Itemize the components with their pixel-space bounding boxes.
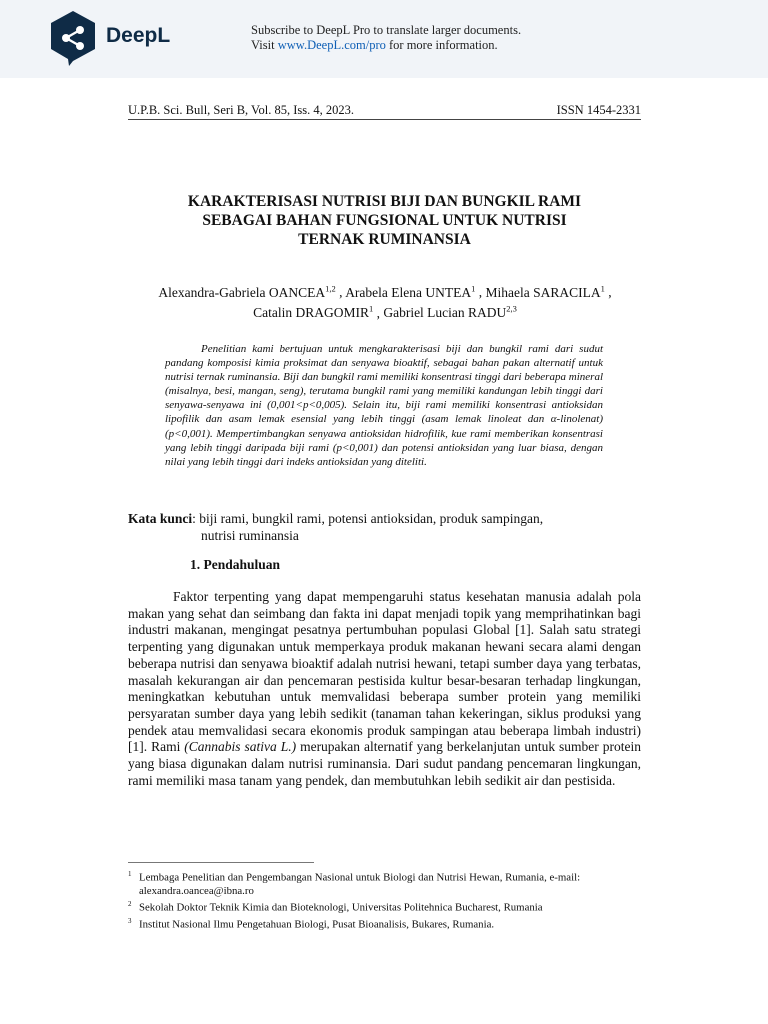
keywords-line-1 — [128, 510, 641, 527]
title-line-3: TERNAK RUMINANSIA — [298, 231, 471, 248]
footnote-text: Lembaga Penelitian dan Pengembangan Nasional untuk Biologi dan Nutrisi Hewan, Rumania, e-mail: alexandra.oancea@ibna.ro — [139, 871, 581, 897]
promo-line-1: Subscribe to DeepL Pro to translate larger documents. — [251, 23, 522, 37]
intro-paragraph — [128, 589, 641, 789]
promo-rest: for more information. — [389, 38, 498, 52]
footnote — [128, 898, 641, 915]
author-separator: , — [475, 284, 486, 300]
abstract: Penelitian kami bertujuan untuk mengkarakterisasi biji dan bungkil rami dari sudut pandang komposisi kimia proksimat dan senyawa bioaktif, sebagai bahan pakan alternatif untuk nutrisi ternak ruminansia. Biji dan bungkil rami memiliki konsentrasi tinggi dari beberapa mineral (misalnya, besi, mangan, seng), terutama bungkil rami yang memiliki kandungan lebih tinggi dari senyawa-senyawa ini (0,001<p<0,005). Selain itu, biji rami memiliki konsentrasi antioksidan lipofilik dan asam lemak esensial yang lebih tinggi (asam lemak linoleat dan α-linolenat) (p<0,001). Mempertimbangkan senyawa antioksidan hidrofilik, kue rami memberikan konsentrasi yang lebih tinggi daripada biji rami (p<0,001) dan potensi antioksidan yang luar biasa, dengan nilai yang lebih tinggi dari indeks antioksidan yang diteliti. — [165, 343, 603, 468]
header-rule — [128, 119, 641, 120]
footnote-text: Institut Nasional Ilmu Pengetahuan Biologi, Pusat Bioanalisis, Bukares, Rumania. — [139, 918, 495, 931]
footnote — [128, 868, 641, 898]
promo-line-2 — [251, 38, 521, 53]
author — [486, 285, 605, 300]
deepl-banner — [0, 0, 768, 78]
paragraph-text: Faktor terpenting yang dapat mempengaruhi status kesehatan manusia adalah pola makan yang sehat dan seimbang dan fakta ini dapat menjadi topik yang memprihatinkan bagi industri makanan, mengingat pesatnya pertumbuhan populasi Global [1]. Salah satu strategi terpenting yang digunakan untuk memperkaya produk makanan hewani secara alami dengan beberapa nutrisi dan senyawa bioaktif adalah nutrisi hewani, tetapi sumber daya yang terbatas, masalah kekurangan air dan pencemaran pestisida kultur besar-besaran terhadap lingkungan, meningkatkan kebutuhan untuk memvalidasi beberapa sumber protein yang memiliki persyaratan sumber daya yang lebih sedikit (tanaman tahan kekeringan, siklus produksi yang pendek atau memvalidasi secara ekonomis produk sampingan atau beberapa limbah industri) [1]. Rami — [128, 589, 641, 755]
author-list — [150, 280, 620, 321]
author-affiliation: 1 — [471, 283, 476, 293]
species-name: (Cannabis sativa L.) — [184, 739, 297, 755]
author — [383, 305, 517, 320]
keywords — [128, 510, 641, 544]
promo-visit: Visit — [251, 38, 275, 52]
keywords-line-2: nutrisi ruminansia — [201, 528, 299, 543]
author — [253, 305, 373, 320]
author-name: Gabriel Lucian RADU — [383, 305, 507, 320]
title-line-1: KARAKTERISASI NUTRISI BIJI DAN BUNGKIL RAMI — [187, 193, 582, 210]
running-header — [128, 103, 641, 118]
deepl-logo-icon[interactable] — [47, 9, 99, 67]
paper-title — [128, 192, 641, 249]
author-affiliation: 2,3 — [506, 303, 517, 314]
author-separator: , — [373, 305, 384, 320]
footnote-text: Sekolah Doktor Teknik Kimia dan Bioteknologi, Universitas Politehnica Bucharest, Rumania — [139, 901, 543, 914]
section-heading: 1. Pendahuluan — [190, 557, 281, 572]
keywords-list: : biji rami, bungkil rami, potensi antioksidan, produk sampingan, — [192, 511, 544, 526]
footnote-mark: 3 — [128, 917, 132, 926]
footnotes — [128, 868, 641, 932]
author-name: Arabela Elena UNTEA — [345, 284, 472, 300]
author-affiliation: 1 — [368, 303, 374, 314]
footnote-mark: 1 — [128, 870, 132, 878]
footnote-mark: 2 — [128, 900, 132, 909]
author-separator: , — [604, 284, 612, 300]
issn: ISSN 1454-2331 — [556, 103, 641, 117]
author-affiliation: 1 — [600, 283, 605, 293]
footnote-rule — [128, 862, 314, 863]
author-affiliation: 1,2 — [325, 283, 336, 293]
author-separator: , — [335, 284, 346, 300]
author-name: Mihaela SARACILA — [485, 284, 601, 300]
author-name: Catalin DRAGOMIR — [253, 305, 369, 320]
deepl-brand-name[interactable]: DeepL — [106, 24, 171, 47]
title-line-2: SEBAGAI BAHAN FUNGSIONAL UNTUK NUTRISI — [202, 212, 567, 229]
keywords-label: Kata kunci — [128, 511, 193, 526]
deepl-promo-text — [251, 23, 521, 53]
author-name: Alexandra-Gabriela OANCEA — [158, 284, 326, 300]
footnote — [128, 915, 641, 932]
author — [158, 285, 335, 300]
paragraph-text: merupakan alternatif yang berkelanjutan untuk sumber protein yang biasa digunakan dalam nutrisi ruminansia. Dari sudut pandang pencemaran lingkungan, rami memiliki masa tanam yang pendek, dan membutuhkan lebih sedikit air dan pestisida. — [128, 739, 641, 788]
author — [345, 285, 475, 300]
deepl-pro-link[interactable]: www.DeepL.com/pro — [277, 38, 386, 52]
journal-citation: U.P.B. Sci. Bull, Seri B, Vol. 85, Iss. 4, 2023. — [128, 103, 354, 117]
